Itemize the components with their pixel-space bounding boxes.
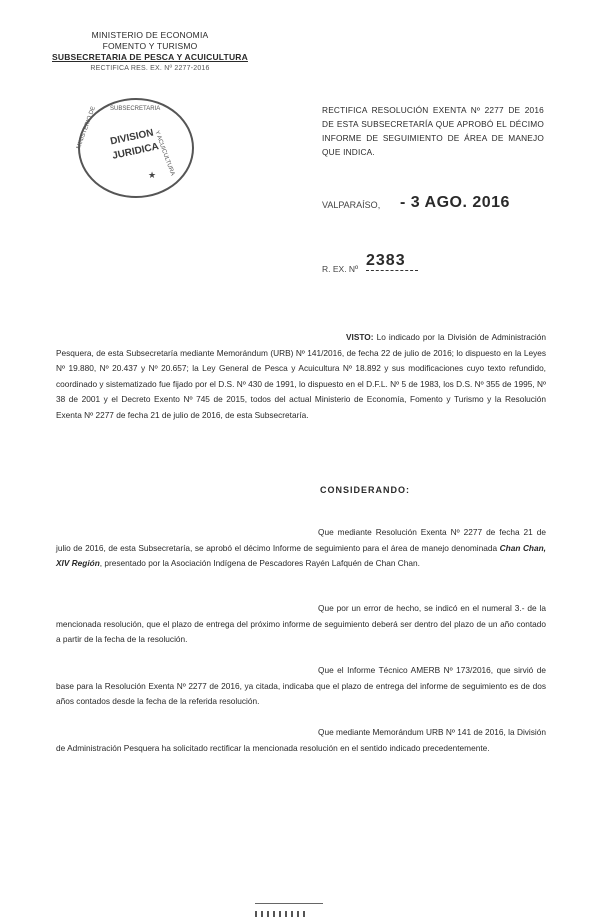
visto-text: Lo indicado por la División de Administración Pesquera, de esta Subsecretaría mediante Memorándum (URB) Nº 141/2016, de fecha 22 de julio de 2016; lo dispuesto en la Leyes Nº 19.880, Nº 20.437 y Nº 20.657; la Ley General de Pesca y Acuicultura Nº 18.892 y sus modificaciones cuyo texto refundido, coordinado y sistematizado fue fijado por el D.S. Nº 430 de 1991, lo dispuesto en el D.F.L. Nº 5 de 1983, los D.S. Nº 355 de 1995, Nº 38 de 2001 y el Decreto Exento Nº 745 de 2015, todos del actual Ministerio de Economía, Fomento y Turismo y la Resolución Exenta Nº 2277 de fecha 21 de julio de 2016, de esta Subsecretaría. (56, 332, 546, 420)
considerando-paragraph-4: Que mediante Memorándum URB Nº 141 de 2016, la División de Administración Pesquera ha solicitado rectificar la mencionada resolución en el sentido indicado precedentemente. (56, 727, 546, 753)
stamp-center-line1: DIVISION (109, 127, 155, 148)
stamp-center-line2: JURIDICA (111, 141, 160, 162)
place-label: VALPARAÍSO, (322, 200, 381, 210)
visto-paragraph (56, 330, 546, 423)
p1-area-name: Chan Chan, XIV Región (56, 542, 546, 568)
visto-keyword: VISTO: (346, 332, 374, 342)
reference-code: RECTIFICA RES. EX. Nº 2277-2016 (90, 65, 210, 72)
ministry-name: MINISTERIO DE ECONOMIA (91, 30, 209, 40)
star-icon: ★ (148, 170, 157, 180)
ministry-subname: FOMENTO Y TURISMO (102, 41, 198, 51)
stamp-ring-left-text: MINISTERIO DE (76, 105, 98, 151)
division-juridica-stamp (78, 98, 194, 198)
considerando-paragraph-1 (56, 525, 546, 572)
page-bottom-marks (255, 903, 323, 911)
considerando-heading: CONSIDERANDO: (320, 485, 411, 495)
considerando-paragraph-2: Que por un error de hecho, se indicó en el numeral 3.- de la mencionada resolución, que el plazo de entrega del próximo informe de seguimiento deberá ser dentro del plazo de un año contado a partir de la fecha de la resolución. (56, 603, 546, 644)
stamp-ring-top-text: SUBSECRETARIA (110, 106, 161, 112)
p1-text-a: Que mediante Resolución Exenta Nº 2277 de fecha 21 de julio de 2016, de esta Subsecretaría, se aprobó el décimo Informe de seguimiento para el área de manejo denominada (56, 527, 546, 553)
resolution-date: - 3 AGO. 2016 (400, 194, 510, 211)
rex-number: 2383 (366, 252, 418, 271)
subsecretaria-name: SUBSECRETARIA DE PESCA Y ACUICULTURA (52, 52, 248, 62)
considerando-paragraph-3: Que el Informe Técnico AMERB Nº 173/2016, que sirvió de base para la Resolución Exenta Nº 2277 de 2016, ya citada, indicaba que el plazo de entrega del informe de seguimiento es de dos años contados desde la fecha de la referida resolución. (56, 665, 546, 706)
rex-label: R. EX. Nº (322, 264, 359, 274)
resolution-subject: RECTIFICA RESOLUCIÓN EXENTA Nº 2277 DE 2016 DE ESTA SUBSECRETARÍA QUE APROBÓ EL DÉCIMO INFORME DE SEGUIMIENTO DE ÁREA DE MANEJO QUE INDICA. (322, 105, 544, 157)
p1-text-c: , presentado por la Asociación Indígena de Pescadores Rayén Lafquén de Chan Chan. (99, 558, 420, 568)
stamp-ring-right-text: Y ACUICULTURA (152, 130, 175, 177)
ministry-header (50, 30, 250, 74)
